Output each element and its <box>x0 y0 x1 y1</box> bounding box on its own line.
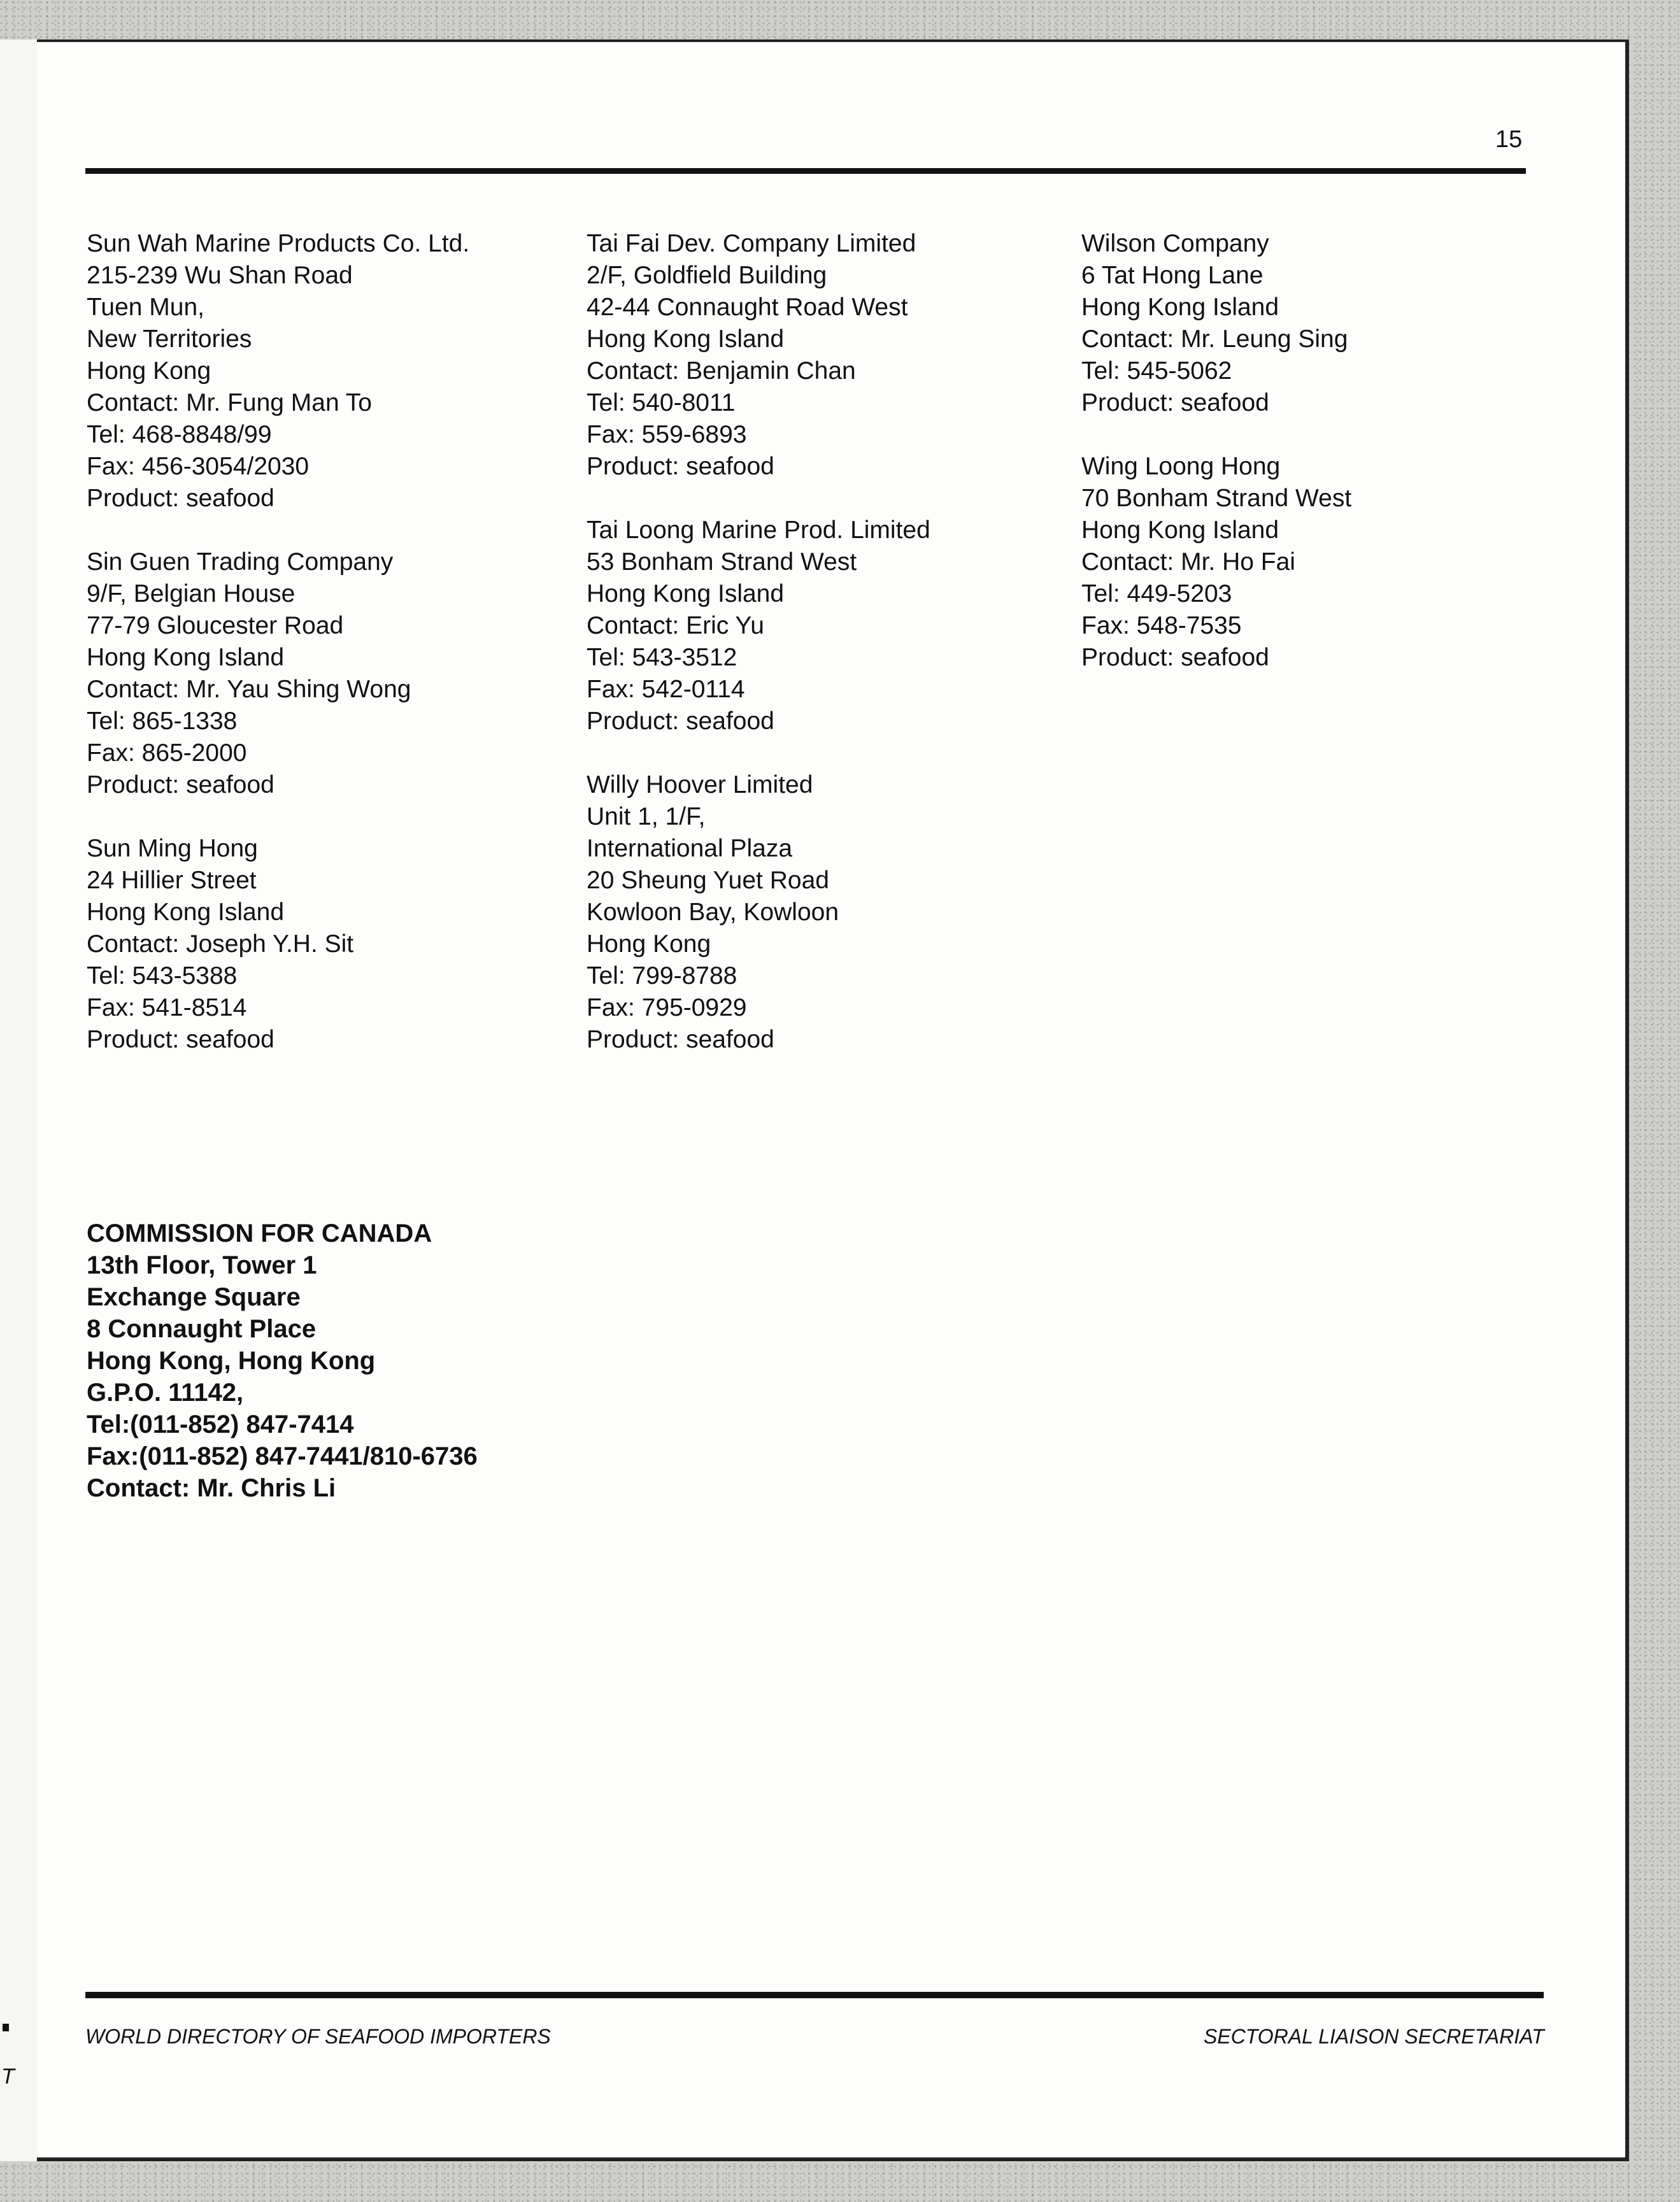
entry-line: Contact: Mr. Ho Fai <box>1081 548 1295 576</box>
entry-line: 6 Tat Hong Lane <box>1081 262 1264 289</box>
company-name: Wilson Company <box>1081 230 1269 257</box>
entry-line: Hong Kong <box>587 930 711 958</box>
entry-line: Product: seafood <box>87 771 274 799</box>
commission-line: Exchange Square <box>87 1283 301 1311</box>
footer-rule <box>85 1992 1544 1998</box>
company-name: Sun Ming Hong <box>87 835 258 862</box>
entry-line: Fax: 542-0114 <box>587 676 745 703</box>
commission-line: Hong Kong, Hong Kong <box>87 1347 376 1375</box>
entry-line: Hong Kong Island <box>1081 294 1279 321</box>
entry-line: Fax: 559-6893 <box>587 421 747 448</box>
entry-line: Hong Kong <box>87 357 211 385</box>
entry-line: Tel: 540-8011 <box>587 389 736 416</box>
margin-letter: T <box>1 2064 15 2089</box>
entry-line: Tel: 468-8848/99 <box>87 421 272 448</box>
entry-line: 77-79 Gloucester Road <box>87 612 344 639</box>
entry-line: Product: seafood <box>87 485 274 512</box>
entry-line: Kowloon Bay, Kowloon <box>587 899 839 926</box>
entry-line: Hong Kong Island <box>587 580 785 607</box>
entry-line: Contact: Mr. Leung Sing <box>1081 325 1348 353</box>
entry-line: Product: seafood <box>587 707 774 735</box>
entry-line: Fax: 865-2000 <box>87 739 247 767</box>
entry-line: Contact: Mr. Yau Shing Wong <box>87 676 411 703</box>
entry-line: Product: seafood <box>1081 389 1269 416</box>
directory-column-2 <box>587 228 1071 1088</box>
entry-line: Hong Kong Island <box>587 325 785 353</box>
entry-line: Tel: 543-5388 <box>87 962 238 990</box>
directory-entry <box>1081 451 1565 674</box>
entry-line: Product: seafood <box>1081 644 1269 671</box>
entry-line: 215-239 Wu Shan Road <box>87 262 353 289</box>
entry-line: Hong Kong Island <box>87 644 285 671</box>
footer-publication-title: WORLD DIRECTORY OF SEAFOOD IMPORTERS <box>85 2025 551 2048</box>
directory-entry <box>87 228 571 515</box>
footer-publisher: SECTORAL LIAISON SECRETARIAT <box>1204 2025 1544 2048</box>
commission-line: 13th Floor, Tower 1 <box>87 1251 317 1279</box>
entry-line: Tel: 543-3512 <box>587 644 737 671</box>
entry-line: 9/F, Belgian House <box>87 580 295 607</box>
directory-entry <box>587 228 1071 483</box>
company-name: Tai Fai Dev. Company Limited <box>587 230 916 257</box>
entry-line: Fax: 548-7535 <box>1081 612 1242 639</box>
entry-line: 70 Bonham Strand West <box>1081 485 1352 512</box>
entry-line: Fax: 795-0929 <box>587 994 747 1021</box>
entry-line: 20 Sheung Yuet Road <box>587 867 829 894</box>
commission-line: 8 Connaught Place <box>87 1315 317 1343</box>
header-rule <box>85 168 1526 174</box>
company-name: Willy Hoover Limited <box>587 771 813 799</box>
directory-entry <box>587 769 1071 1056</box>
directory-entry <box>587 515 1071 737</box>
entry-line: 53 Bonham Strand West <box>587 548 857 576</box>
commission-line: G.P.O. 11142, <box>87 1379 244 1407</box>
entry-line: Tel: 865-1338 <box>87 707 238 735</box>
entry-line: 42-44 Connaught Road West <box>587 294 908 321</box>
entry-line: Tel: 449-5203 <box>1081 580 1232 607</box>
entry-line: Tel: 545-5062 <box>1081 357 1232 385</box>
company-name: Sin Guen Trading Company <box>87 548 394 576</box>
page-number: 15 <box>1495 126 1523 153</box>
entry-line: Tuen Mun, <box>87 294 204 321</box>
commission-block <box>87 1218 478 1504</box>
entry-line: Contact: Joseph Y.H. Sit <box>87 930 354 958</box>
commission-line: Tel:(011-852) 847-7414 <box>87 1410 354 1438</box>
entry-line: 24 Hillier Street <box>87 867 257 894</box>
entry-line: New Territories <box>87 325 252 353</box>
entry-line: Product: seafood <box>87 1026 274 1053</box>
entry-line: Unit 1, 1/F, <box>587 803 706 830</box>
entry-line: Fax: 541-8514 <box>87 994 247 1021</box>
directory-entry <box>1081 228 1565 419</box>
entry-line: Contact: Benjamin Chan <box>587 357 856 385</box>
entry-line: Contact: Mr. Fung Man To <box>87 389 372 416</box>
margin-dot <box>3 2024 9 2031</box>
directory-column-1 <box>87 228 571 1088</box>
directory-entry <box>87 833 571 1056</box>
entry-line: Hong Kong Island <box>87 899 285 926</box>
company-name: Sun Wah Marine Products Co. Ltd. <box>87 230 470 257</box>
entry-line: Product: seafood <box>587 453 774 480</box>
commission-title: COMMISSION FOR CANADA <box>87 1219 432 1247</box>
entry-line: Tel: 799-8788 <box>587 962 737 990</box>
commission-line: Fax:(011-852) 847-7441/810-6736 <box>87 1442 478 1470</box>
entry-line: Fax: 456-3054/2030 <box>87 453 310 480</box>
entry-line: Hong Kong Island <box>1081 516 1279 544</box>
entry-line: Contact: Eric Yu <box>587 612 764 639</box>
company-name: Wing Loong Hong <box>1081 453 1281 480</box>
directory-column-3 <box>1081 228 1565 706</box>
entry-line: Product: seafood <box>587 1026 774 1053</box>
company-name: Tai Loong Marine Prod. Limited <box>587 516 930 544</box>
entry-line: 2/F, Goldfield Building <box>587 262 827 289</box>
commission-line: Contact: Mr. Chris Li <box>87 1474 336 1502</box>
directory-entry <box>87 546 571 801</box>
entry-line: International Plaza <box>587 835 793 862</box>
